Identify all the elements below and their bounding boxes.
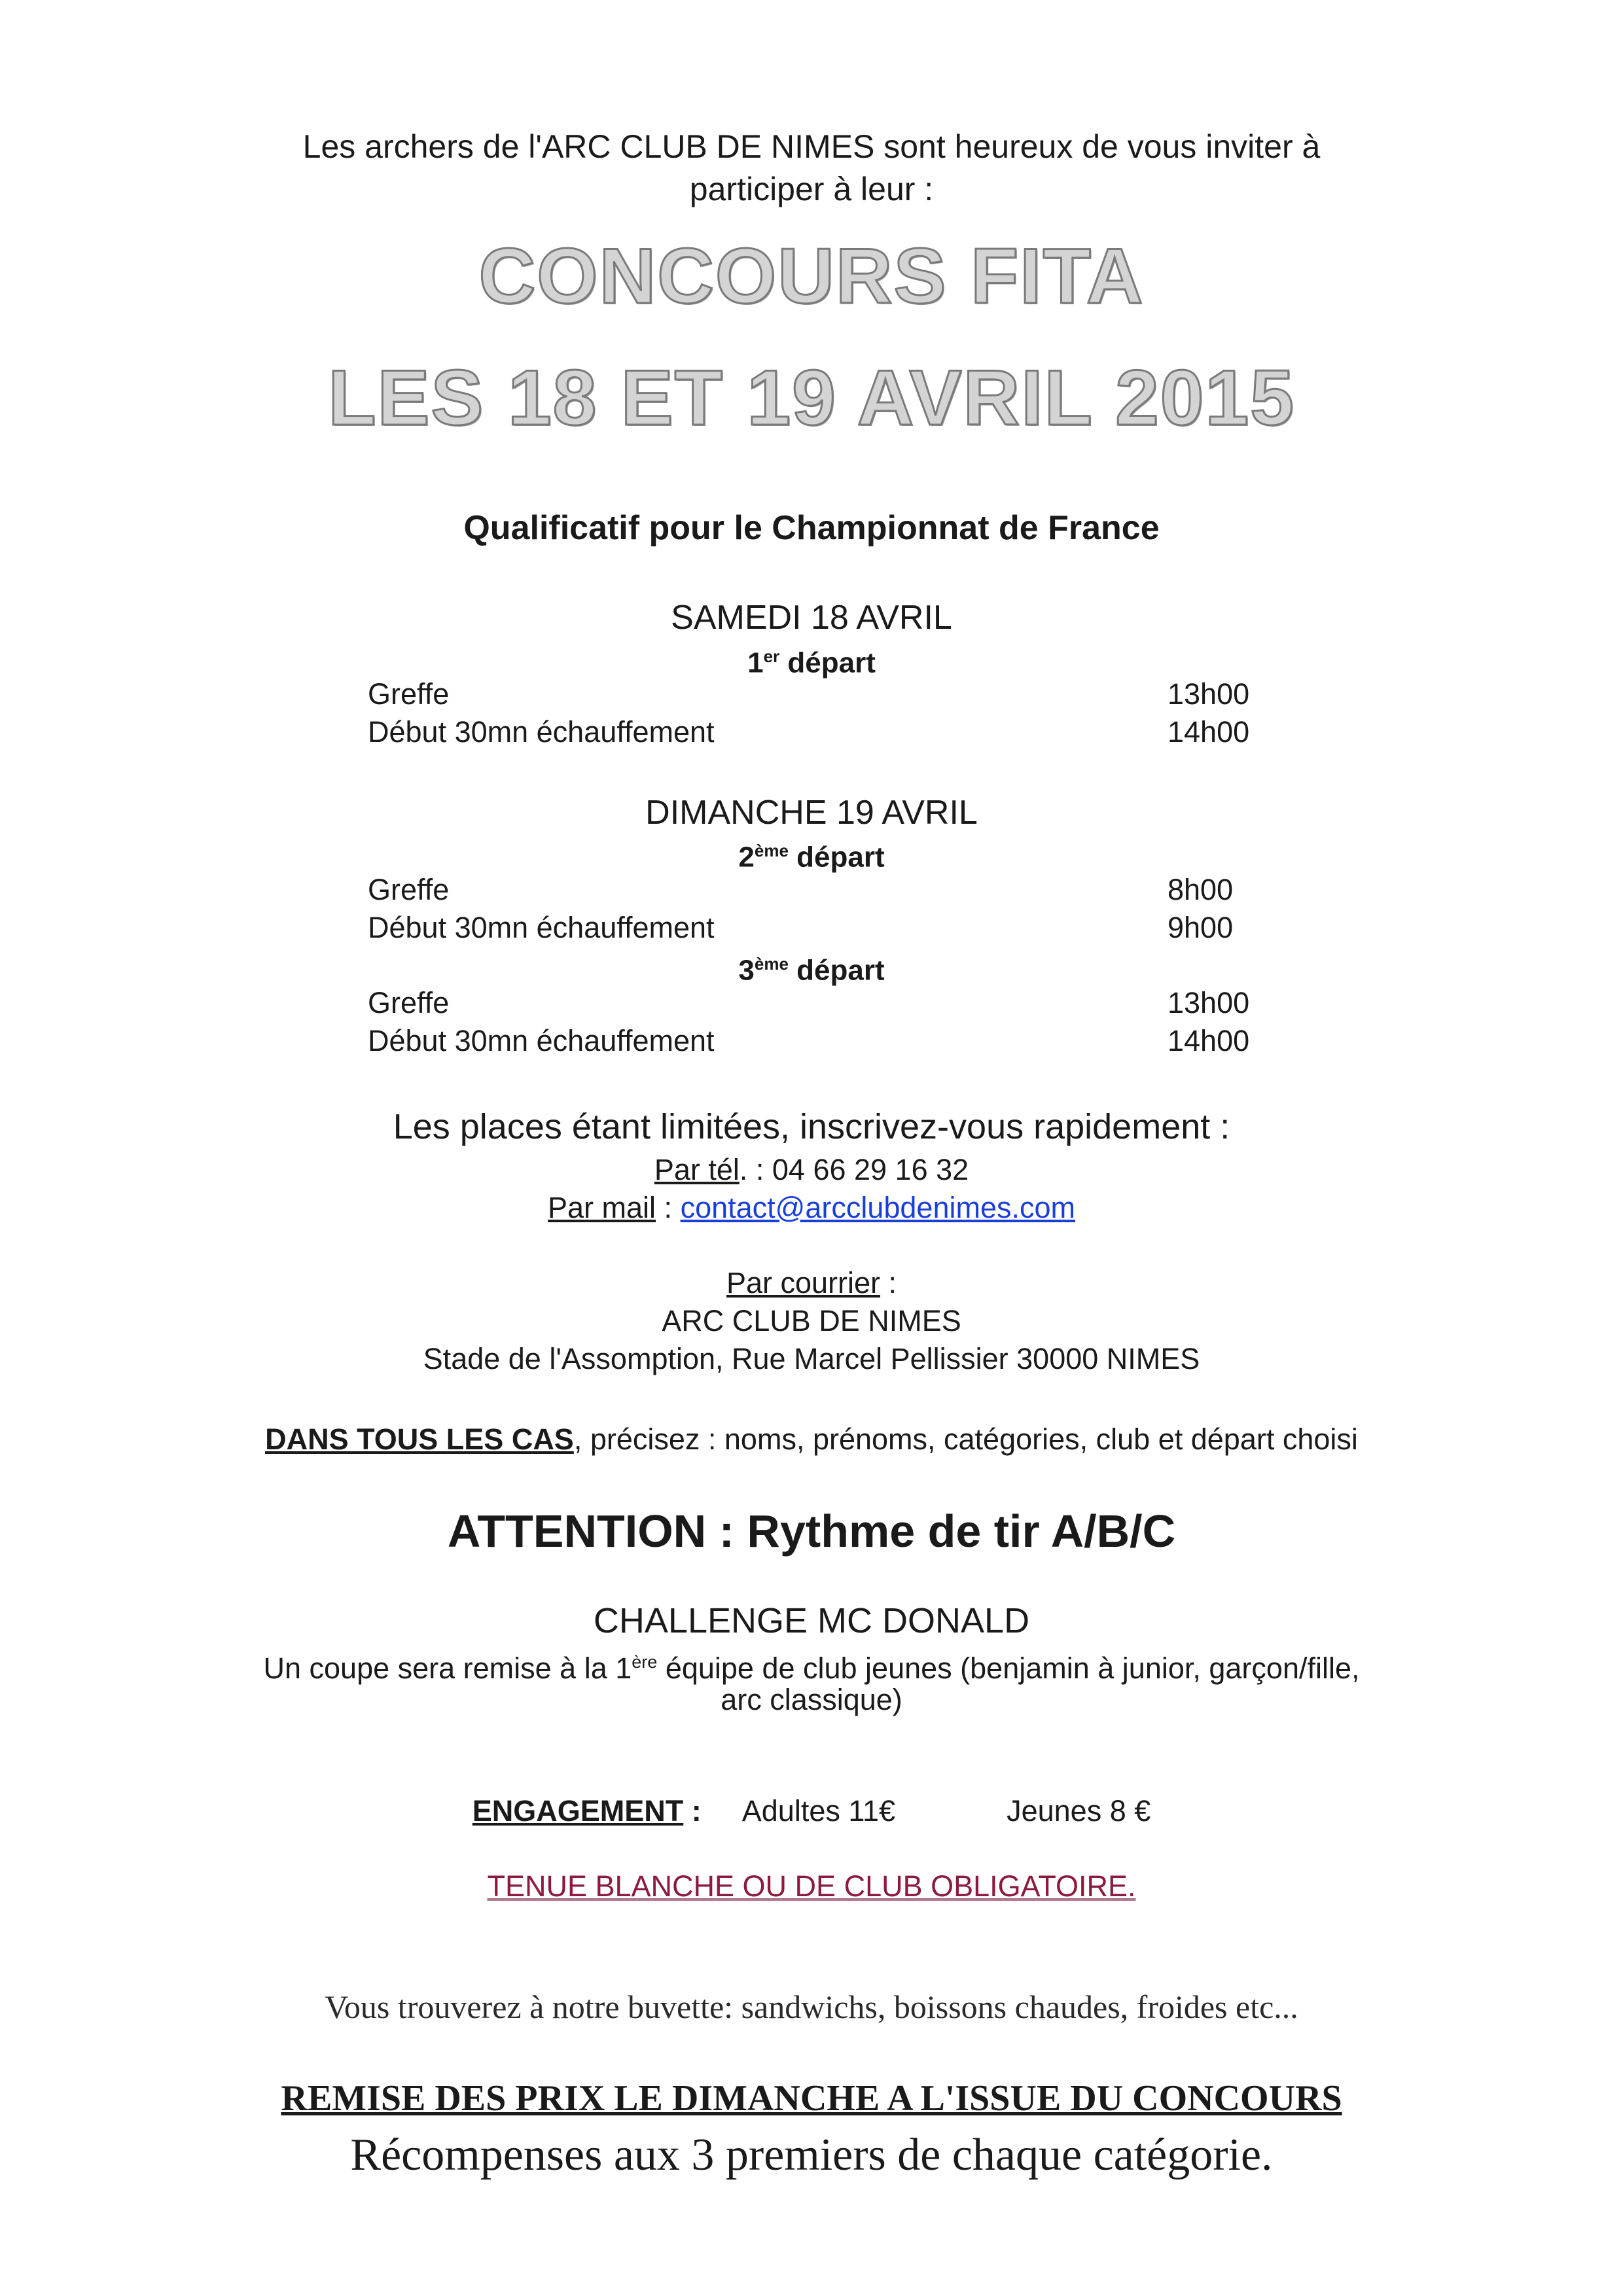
schedule-time: 14h00 (1168, 715, 1250, 749)
schedule-time: 14h00 (1168, 1024, 1250, 1057)
engagement-line: ENGAGEMENT : Adultes 11€ Jeunes 8 € (472, 1794, 1151, 1828)
attention-heading: ATTENTION : Rythme de tir A/B/C (447, 1506, 1176, 1557)
schedule-label: Greffe (368, 677, 450, 711)
refreshments-note: Vous trouverez à notre buvette: sandwichs, boissons chaudes, froides etc... (325, 1988, 1298, 2025)
schedule-time: 9h00 (1168, 911, 1234, 944)
schedule-label: Début 30mn échauffement (368, 911, 715, 944)
registration-address: Stade de l'Assomption, Rue Marcel Pellissier 30000 NIMES (423, 1342, 1200, 1375)
all-cases-note: DANS TOUS LES CAS, précisez : noms, prénoms, catégories, club et départ choisi (265, 1422, 1358, 1456)
schedule-time: 13h00 (1168, 677, 1250, 711)
prizes-rewards: Récompenses aux 3 premiers de chaque catégorie. (350, 2130, 1273, 2180)
engagement-youth: Jeunes 8 € (1007, 1794, 1151, 1828)
saturday-depart: 1er départ (747, 646, 876, 679)
sunday-day: DIMANCHE 19 AVRIL (645, 794, 978, 832)
title-line-1: CONCOURS FITA (478, 232, 1145, 320)
schedule-label: Greffe (368, 986, 450, 1019)
registration-phone: Par tél. : 04 66 29 16 32 (654, 1153, 969, 1186)
qualification-heading: Qualificatif pour le Championnat de France (463, 509, 1160, 547)
registration-mail: Par mail : contact@arcclubdenimes.com (548, 1191, 1075, 1224)
schedule-time: 8h00 (1168, 873, 1234, 906)
title-line-2: LES 18 ET 19 AVRIL 2015 (328, 354, 1295, 442)
registration-post: Par courrier : (726, 1266, 897, 1299)
registration-club: ARC CLUB DE NIMES (662, 1304, 961, 1337)
intro-line-2: participer à leur : (689, 171, 934, 207)
engagement-adults: Adultes 11€ (741, 1794, 896, 1828)
schedule-label: Début 30mn échauffement (368, 1024, 715, 1057)
email-link[interactable]: contact@arcclubdenimes.com (680, 1191, 1075, 1224)
registration-places: Les places étant limitées, inscrivez-vous rapidement : (393, 1107, 1230, 1146)
intro-line-1: Les archers de l'ARC CLUB DE NIMES sont heureux de vous inviter à (302, 128, 1321, 165)
prize-ceremony: REMISE DES PRIX LE DIMANCHE A L'ISSUE DU CONCOURS (281, 2078, 1342, 2119)
schedule-label: Début 30mn échauffement (368, 715, 715, 749)
challenge-line-1: Un coupe sera remise à la 1ère équipe de club jeunes (benjamin à junior, garçon/fille, (263, 1651, 1360, 1685)
saturday-day: SAMEDI 18 AVRIL (671, 599, 952, 637)
challenge-title: CHALLENGE MC DONALD (593, 1601, 1030, 1640)
sunday-depart-2: 2ème départ (738, 841, 885, 874)
challenge-line-2: arc classique) (721, 1683, 902, 1716)
dress-code-notice: TENUE BLANCHE OU DE CLUB OBLIGATOIRE. (487, 1869, 1136, 1903)
schedule-label: Greffe (368, 873, 450, 906)
schedule-time: 13h00 (1168, 986, 1250, 1019)
sunday-depart-3: 3ème départ (738, 954, 885, 987)
